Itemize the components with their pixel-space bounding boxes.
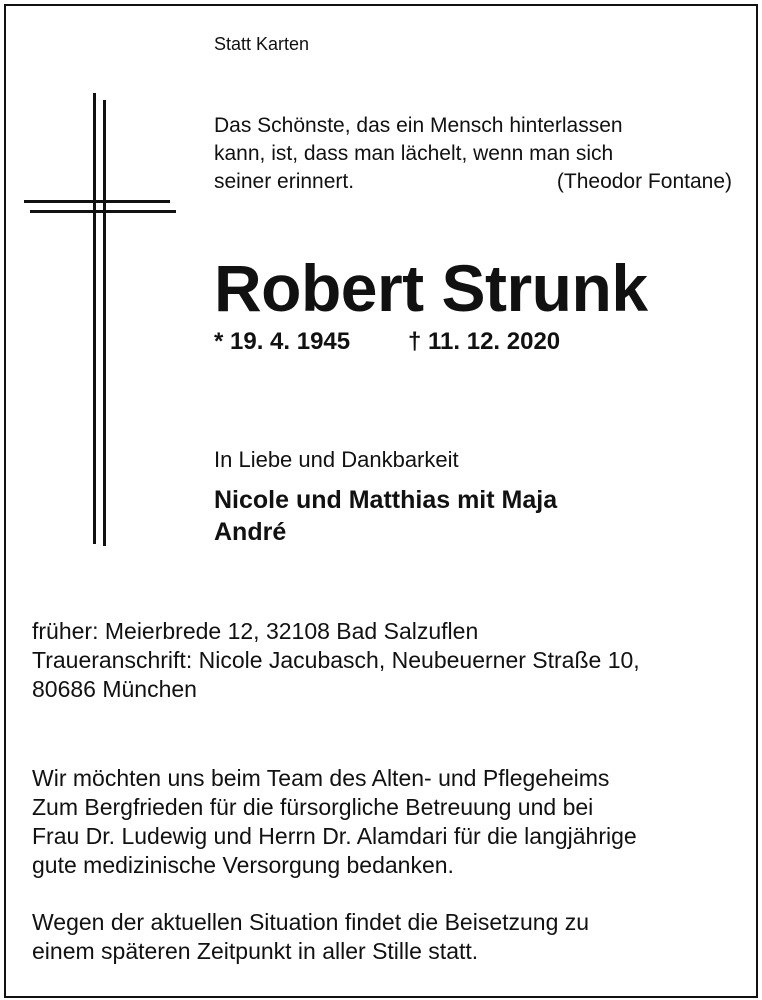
cross-vertical-bar [93, 93, 96, 544]
thanks-paragraph [32, 764, 637, 880]
death-date: † 11. 12. 2020 [408, 328, 561, 355]
funeral-line: einem späteren Zeitpunkt in aller Stille statt. [32, 938, 479, 964]
mourners-intro: In Liebe und Dankbarkeit [214, 447, 459, 472]
quote-author: (Theodor Fontane) [556, 170, 732, 193]
quote [214, 112, 734, 196]
funeral-line: Wegen der aktuellen Situation findet die Beisetzung zu [32, 909, 590, 935]
mourner-name: André [214, 518, 287, 546]
mourners-names [214, 484, 557, 548]
deceased-name: Robert Strunk [214, 251, 648, 325]
cross-horizontal-bar [30, 210, 176, 213]
address-line: 80686 München [32, 676, 197, 702]
statt-karten-note: Statt Karten [214, 34, 310, 54]
quote-line: Das Schönste, das ein Mensch hinterlassen [214, 114, 623, 137]
thanks-line: Zum Bergfrieden für die fürsorgliche Betreuung und bei [32, 794, 594, 820]
address-line: früher: Meierbrede 12, 32108 Bad Salzuflen [32, 618, 479, 644]
address-line: Traueranschrift: Nicole Jacubasch, Neubeuerner Straße 10, [32, 647, 640, 673]
life-dates [214, 328, 560, 356]
birth-date: * 19. 4. 1945 [214, 328, 351, 355]
mourner-name: Nicole und Matthias mit Maja [214, 486, 558, 514]
address-block [32, 617, 640, 704]
thanks-line: gute medizinische Versorgung bedanken. [32, 852, 454, 878]
thanks-line: Wir möchten uns beim Team des Alten- und Pflegeheims [32, 765, 610, 791]
cross-horizontal-bar [24, 200, 170, 203]
cross-vertical-bar [103, 100, 106, 546]
quote-last-line [214, 168, 732, 196]
quote-line: seiner erinnert. [214, 170, 355, 193]
thanks-line: Frau Dr. Ludewig und Herrn Dr. Alamdari für die langjährige [32, 823, 637, 849]
quote-line: kann, ist, dass man lächelt, wenn man sich [214, 142, 614, 165]
funeral-paragraph [32, 908, 589, 966]
